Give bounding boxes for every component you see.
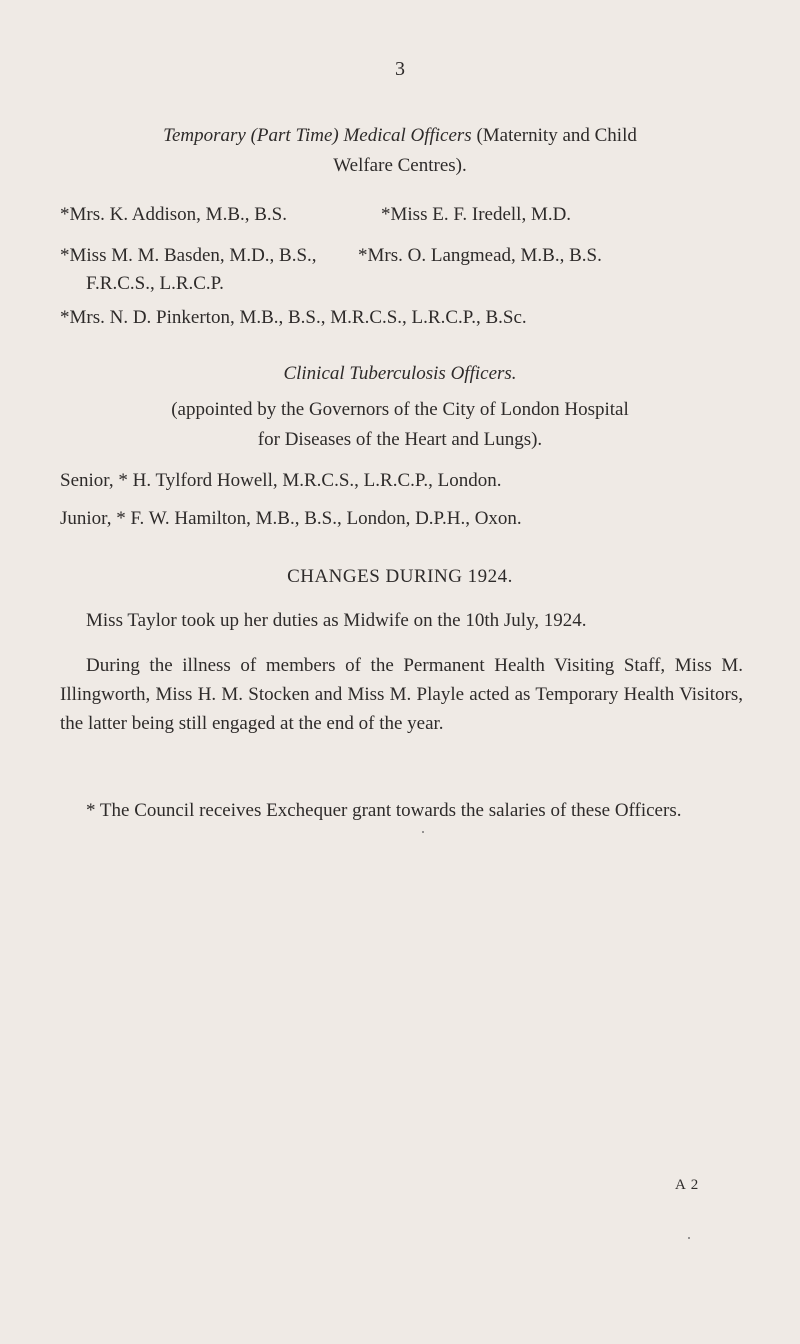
changes-paragraph-2: During the illness of members of the Permanent Health Visiting Staff, Miss M. Illingworth, Miss H. M. Stocken and Miss M. Playle acted as Temporary Health Visitors, the latter being still engaged at the end of the year. [60,655,743,734]
scan-speck [688,1237,690,1239]
temporary-officers-heading-italic: Temporary (Part Time) Medical Officers [163,125,472,146]
officer-langmead: *Mrs. O. Langmead, M.B., B.S. [358,245,602,266]
clinical-tb-heading: Clinical Tuberculosis Officers. [283,363,517,384]
footnote-exchequer-grant: * The Council receives Exchequer grant towards the salaries of these Officers. [86,800,682,821]
temporary-officers-heading-rest: (Maternity and Child [471,125,637,146]
clinical-tb-note-line2: for Diseases of the Heart and Lungs). [257,429,543,450]
clinical-tb-note-line1: (appointed by the Governors of the City of London Hospital [171,399,629,420]
temporary-officers-heading-line2: Welfare Centres). [333,155,467,176]
changes-paragraph-1: Miss Taylor took up her duties as Midwife on the 10th July, 1924. [86,610,587,631]
officer-basden-continued: F.R.C.S., L.R.C.P. [86,273,224,294]
clinical-tb-junior: Junior, * F. W. Hamilton, M.B., B.S., London, D.P.H., Oxon. [60,508,522,529]
scan-speck [422,831,424,833]
temporary-officers-heading [0,124,800,148]
signature-mark: A 2 [675,1177,700,1193]
officer-pinkerton: *Mrs. N. D. Pinkerton, M.B., B.S., M.R.C.S., L.R.C.P., B.Sc. [60,307,527,328]
officer-iredell: *Miss E. F. Iredell, M.D. [381,204,572,225]
changes-heading: CHANGES DURING 1924. [287,566,513,587]
page-number: 3 [395,58,405,80]
officer-basden: *Miss M. M. Basden, M.D., B.S., [60,245,317,266]
officer-addison: *Mrs. K. Addison, M.B., B.S. [60,204,287,225]
clinical-tb-senior: Senior, * H. Tylford Howell, M.R.C.S., L.R.C.P., London. [60,470,502,491]
